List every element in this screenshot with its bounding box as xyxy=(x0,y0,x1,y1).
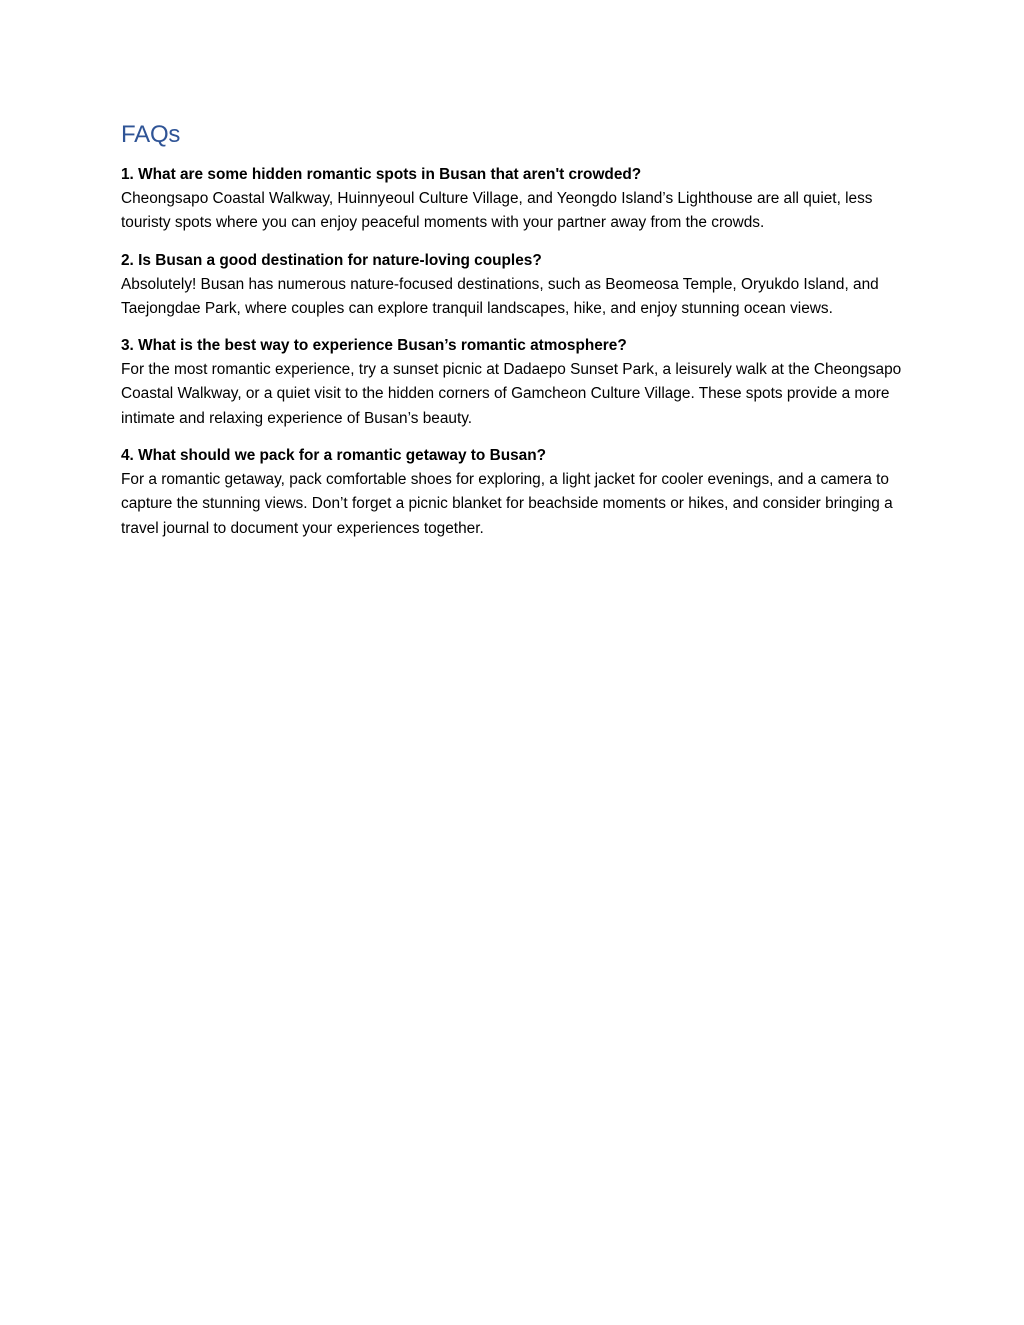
faq-item-4 xyxy=(121,444,911,541)
faq-question: 1. What are some hidden romantic spots in Busan that aren't crowded? xyxy=(121,166,642,183)
faq-answer: For the most romantic experience, try a sunset picnic at Dadaepo Sunset Park, a leisurely walk at the Cheongsapo Coastal Walkway, or a quiet visit to the hidden corners of Gamcheon Culture Village. These spots provide a more intimate and relaxing experience of Busan’s beauty. xyxy=(121,361,902,427)
faq-question: 2. Is Busan a good destination for nature-loving couples? xyxy=(121,251,542,269)
faq-question: 4. What should we pack for a romantic getaway to Busan? xyxy=(121,447,547,465)
faq-answer: Absolutely! Busan has numerous nature-focused destinations, such as Beomeosa Temple, Oryukdo Island, and Taejongdae Park, where couples can explore tranquil landscapes, hike, and enjoy stunning ocean views. xyxy=(121,275,879,317)
faq-answer: Cheongsapo Coastal Walkway, Huinnyeoul Culture Village, and Yeongdo Island’s Lighthouse are all quiet, less touristy spots where you can enjoy peaceful moments with your partner away from the crowds. xyxy=(121,190,873,232)
faq-answer: For a romantic getaway, pack comfortable shoes for exploring, a light jacket for cooler evenings, and a camera to capture the stunning views. Don’t forget a picnic blanket for beachside moments or hikes, and consider bringing a travel journal to document your experiences together. xyxy=(121,471,893,537)
document-page xyxy=(121,118,911,554)
faq-question: 3. What is the best way to experience Busan’s romantic atmosphere? xyxy=(121,337,627,355)
faq-item-1 xyxy=(121,163,911,236)
faq-heading: FAQs xyxy=(121,121,181,148)
faq-item-3 xyxy=(121,334,911,431)
faq-item-2 xyxy=(121,249,911,322)
